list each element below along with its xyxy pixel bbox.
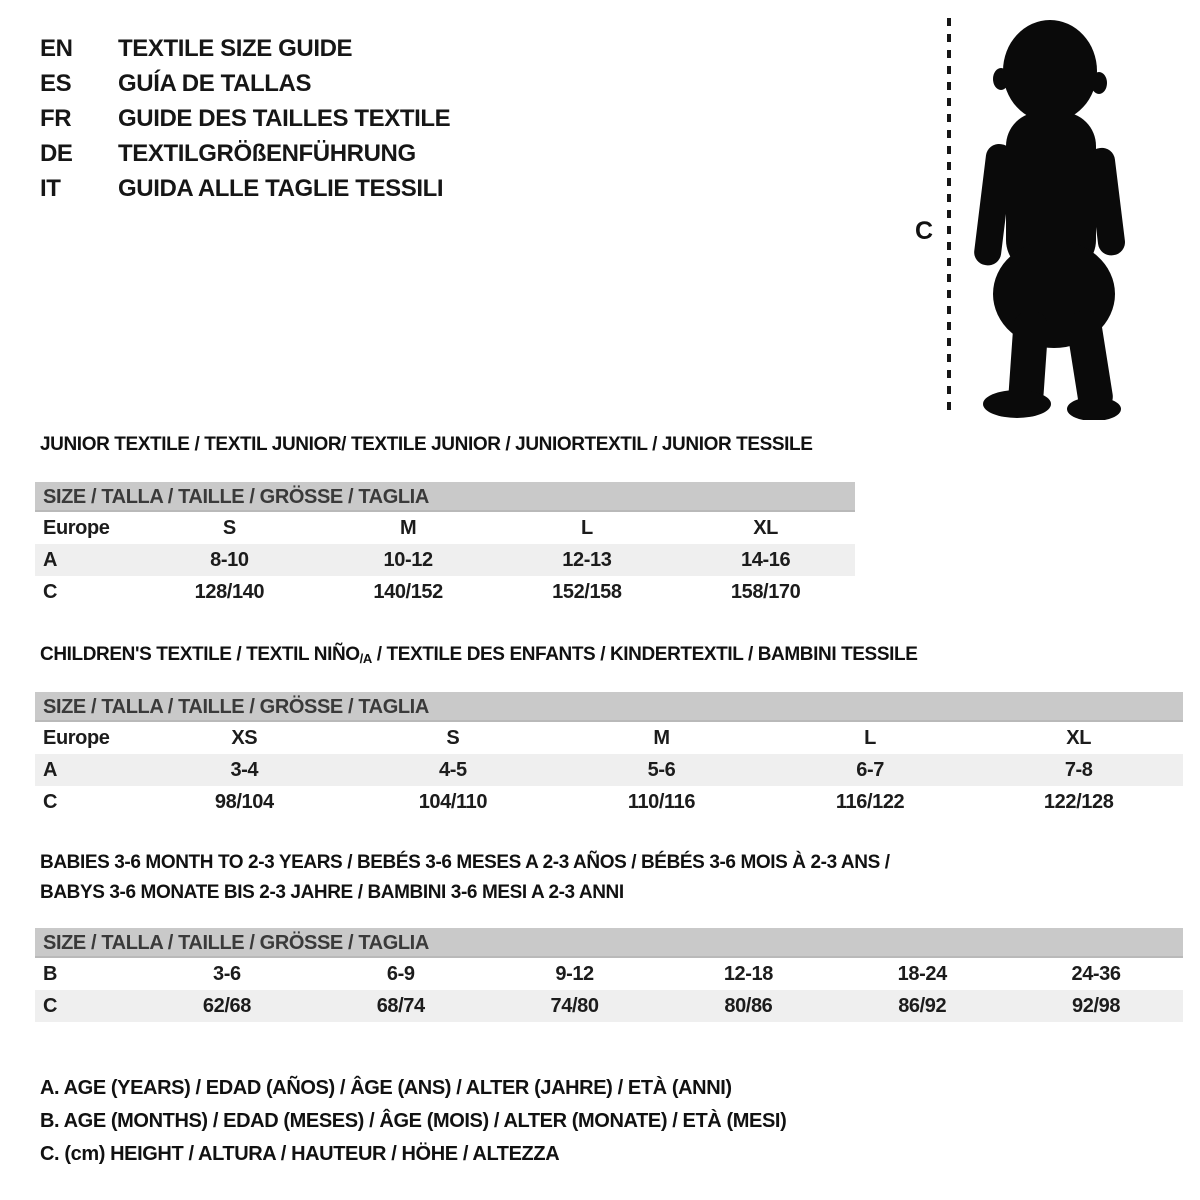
table-cell: 6-9	[386, 963, 415, 985]
table-cell: 5-6	[647, 759, 676, 781]
table-cell: 74/80	[550, 995, 599, 1017]
table-cell: 10-12	[383, 549, 433, 571]
row-label: A	[43, 549, 58, 571]
table-cell: 8-10	[210, 549, 249, 571]
height-measure-label: C	[915, 217, 933, 245]
lang-code: DE	[40, 139, 73, 167]
lang-row-es	[40, 66, 450, 101]
children-title-pre: CHILDREN'S TEXTILE / TEXTIL NIÑO	[40, 644, 360, 665]
junior-section-title: JUNIOR TEXTILE / TEXTIL JUNIOR/ TEXTILE JUNIOR / JUNIORTEXTIL / JUNIOR TESSILE	[40, 434, 813, 455]
lang-code: EN	[40, 34, 73, 62]
table-cell: 122/128	[1043, 791, 1114, 813]
babies-section-title	[40, 848, 890, 908]
table-cell: XL	[753, 517, 778, 539]
table-cell: 4-5	[439, 759, 467, 781]
table-cell: 9-12	[555, 963, 594, 985]
babies-title-line1: BABIES 3-6 MONTH TO 2-3 YEARS / BEBÉS 3-6 MESES A 2-3 AÑOS / BÉBÉS 3-6 MOIS À 2-3 ANS /	[40, 852, 890, 873]
table-cell: 68/74	[376, 995, 425, 1017]
size-header-bar: SIZE / TALLA / TAILLE / GRÖSSE / TAGLIA	[35, 692, 1183, 722]
table-cell: 62/68	[202, 995, 251, 1017]
lang-row-fr	[40, 101, 450, 136]
legend-line-b: B. AGE (MONTHS) / EDAD (MESES) / ÂGE (MOIS) / ALTER (MONATE) / ETÀ (MESI)	[40, 1110, 787, 1132]
table-cell: M	[653, 727, 670, 749]
table-cell: S	[222, 517, 236, 539]
lang-label: TEXTILGRÖßENFÜHRUNG	[118, 139, 416, 167]
lang-code: ES	[40, 69, 72, 97]
table-cell: XL	[1066, 727, 1092, 749]
toddler-silhouette-icon	[962, 16, 1145, 420]
row-label: A	[43, 759, 58, 781]
table-row-europe	[35, 512, 855, 544]
lang-row-de	[40, 136, 450, 171]
lang-label: GUÍA DE TALLAS	[118, 69, 312, 97]
table-cell: L	[864, 727, 876, 749]
table-row-age-months	[35, 958, 1183, 990]
row-label: Europe	[43, 727, 110, 749]
table-cell: XS	[231, 727, 258, 749]
table-cell: 12-18	[723, 963, 773, 985]
table-row-height	[35, 990, 1183, 1022]
junior-size-table	[35, 482, 855, 608]
table-cell: 6-7	[856, 759, 884, 781]
children-title-sub: /A	[359, 651, 372, 666]
babies-size-table	[35, 928, 1183, 1022]
row-label: B	[43, 963, 58, 985]
table-cell: 3-4	[230, 759, 259, 781]
table-cell: 86/92	[898, 995, 947, 1017]
table-cell: M	[399, 517, 417, 539]
height-measure-dashed-line	[947, 18, 951, 416]
children-section-title	[40, 644, 917, 666]
legend-line-c: C. (cm) HEIGHT / ALTURA / HAUTEUR / HÖHE / ALTEZZA	[40, 1143, 560, 1165]
table-row-height	[35, 786, 1183, 818]
table-cell: 92/98	[1072, 995, 1121, 1017]
lang-row-en	[40, 31, 450, 66]
table-row-europe	[35, 722, 1183, 754]
table-cell: 158/170	[730, 581, 801, 603]
size-header-bar: SIZE / TALLA / TAILLE / GRÖSSE / TAGLIA	[35, 928, 1183, 958]
language-list	[40, 31, 450, 206]
lang-code: IT	[40, 174, 61, 202]
table-cell: 7-8	[1064, 759, 1093, 781]
table-cell: 12-13	[562, 549, 612, 571]
table-row-height	[35, 576, 855, 608]
legend-line-a: A. AGE (YEARS) / EDAD (AÑOS) / ÂGE (ANS) / ALTER (JAHRE) / ETÀ (ANNI)	[40, 1077, 732, 1099]
table-cell: 152/158	[552, 581, 622, 603]
lang-row-it	[40, 171, 450, 206]
row-label: Europe	[43, 517, 110, 539]
table-cell: 140/152	[373, 581, 443, 603]
lang-label: GUIDE DES TAILLES TEXTILE	[118, 104, 451, 132]
table-cell: 110/116	[627, 791, 696, 813]
lang-code: FR	[40, 104, 72, 132]
table-cell: 3-6	[213, 963, 241, 985]
table-cell: S	[446, 727, 460, 749]
size-header-bar: SIZE / TALLA / TAILLE / GRÖSSE / TAGLIA	[35, 482, 855, 512]
table-cell: 14-16	[741, 549, 791, 571]
table-cell: 116/122	[835, 791, 905, 813]
legend	[40, 1072, 786, 1171]
lang-label: TEXTILE SIZE GUIDE	[118, 34, 353, 62]
lang-label: GUIDA ALLE TAGLIE TESSILI	[118, 174, 444, 202]
table-row-age-years	[35, 754, 1183, 786]
children-title-post: / TEXTILE DES ENFANTS / KINDERTEXTIL / BAMBINI TESSILE	[371, 644, 918, 665]
children-size-table	[35, 692, 1183, 818]
table-cell: 98/104	[214, 791, 274, 813]
row-label: C	[43, 581, 58, 603]
table-cell: 18-24	[897, 963, 947, 985]
table-cell: 80/86	[724, 995, 773, 1017]
babies-title-line2: BABYS 3-6 MONATE BIS 2-3 JAHRE / BAMBINI 3-6 MESI A 2-3 ANNI	[40, 882, 624, 903]
table-row-age-years	[35, 544, 855, 576]
row-label: C	[43, 995, 58, 1017]
table-cell: 128/140	[194, 581, 265, 603]
row-label: C	[43, 791, 58, 813]
table-cell: L	[580, 517, 593, 539]
table-cell: 104/110	[418, 791, 488, 813]
table-cell: 24-36	[1071, 963, 1121, 985]
